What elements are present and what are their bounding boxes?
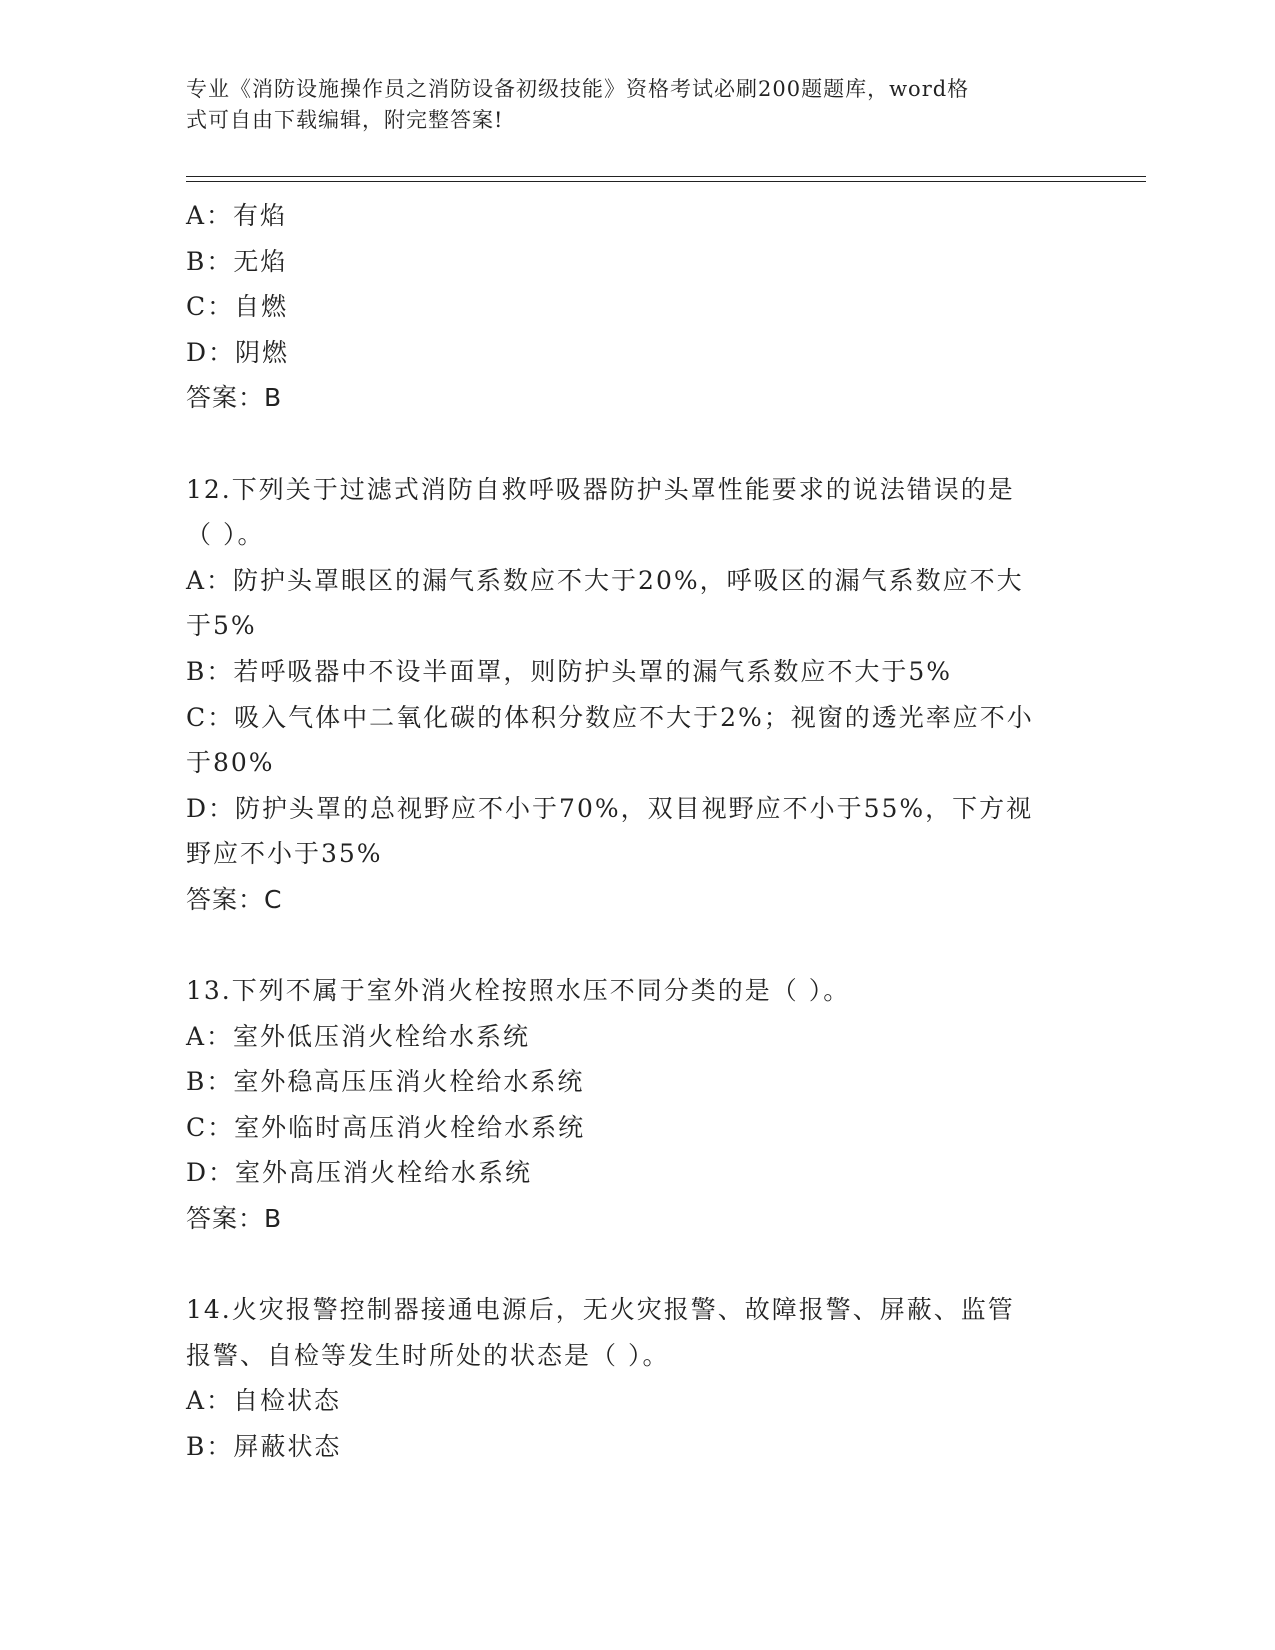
option-c: C：自燃 [186,292,289,322]
option-a: A：防护头罩眼区的漏气系数应不大于20%，呼吸区的漏气系数应不大 [186,565,1024,595]
question-spacer [186,923,1086,969]
header-divider-bottom [186,181,1146,182]
document-header [186,74,1086,136]
question-spacer [186,1242,1086,1288]
option-c: C：室外临时高压消火栓给水系统 [186,1112,586,1142]
answer-line: 答案：B [186,1204,283,1234]
option-a: A：室外低压消火栓给水系统 [186,1021,531,1051]
option-a: A：有焰 [186,201,288,230]
option-b: B：若呼吸器中不设半面罩，则防护头罩的漏气系数应不大于5% [186,656,953,686]
option-d-continued: 野应不小于35% [186,839,383,869]
header-line-1: 专业《消防设施操作员之消防设备初级技能》资格考试必刷200题题库，word格 [186,77,970,101]
answer-line: 答案：B [186,383,283,413]
option-a-continued: 于5% [186,611,257,641]
question-spacer [186,421,1086,467]
option-b: B：室外稳高压压消火栓给水系统 [186,1067,585,1097]
question-11 [186,193,1086,421]
option-d: D：阴燃 [186,337,290,367]
question-13 [186,968,1086,1242]
option-c-continued: 于80% [186,748,275,778]
question-12 [186,467,1086,923]
header-line-2: 式可自由下载编辑，附完整答案! [186,108,504,132]
option-d: D：防护头罩的总视野应不小于70%，双目视野应不小于55%，下方视 [186,793,1034,823]
option-d: D：室外高压消火栓给水系统 [186,1158,533,1188]
question-stem-continued: 报警、自检等发生时所处的状态是（ ）。 [186,1340,670,1370]
question-stem-continued: （ ）。 [186,520,265,550]
question-14 [186,1287,1086,1469]
option-b: B：屏蔽状态 [186,1432,342,1462]
header-divider-top [186,176,1146,177]
question-list [186,193,1086,1470]
question-stem: 12.下列关于过滤式消防自救呼吸器防护头罩性能要求的说法错误的是 [186,474,1015,504]
option-b: B：无焰 [186,246,288,276]
answer-line: 答案：C [186,884,283,914]
question-stem: 13.下列不属于室外消火栓按照水压不同分类的是（ ）。 [186,976,851,1006]
question-stem: 14.火灾报警控制器接通电源后，无火灾报警、故障报警、屏蔽、监管 [186,1295,1015,1325]
option-c: C：吸入气体中二氧化碳的体积分数应不大于2%；视窗的透光率应不小 [186,702,1034,732]
option-a: A：自检状态 [186,1386,342,1416]
